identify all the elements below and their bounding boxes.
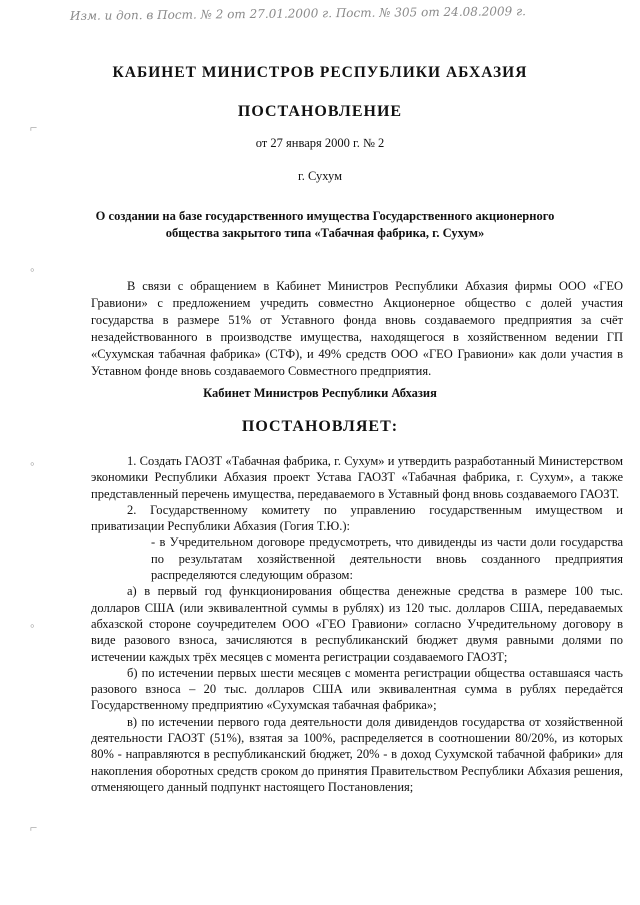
handwritten-note: Изм. и доп. в Пост. № 2 от 27.01.2000 г. Пост. № 305 от 24.08.2009 г. (69, 4, 526, 23)
binding-hole-mark: ◦ (30, 456, 35, 471)
document-type: ПОСТАНОВЛЕНИЕ (237, 103, 403, 120)
item-a: а) в первый год функционирования общества денежные средства в размере 100 тыс. долларов США (или эквивалентной суммы в рублях) из 120 тыс. долларов США, передаваемых абхазской стороне соучредителем ООО «ГЕО Гравиони» согласно Учредительному договору в виде разового взноса, зачисляются в республиканский бюджет двумя равными долями по истечении каждых трёх месяцев с момента регистрации создаваемого ГАОЗТ; (91, 584, 623, 664)
item-v: в) по истечении первого года деятельности доля дивидендов государства от хозяйственной деятельности ГАОЗТ (51%), взятая за 100%, распределяется в соотношении 80/20%, из которых 80% - направляются в республиканский бюджет, 20% - в доход Сухумской табачной фабрики» для накопления оборотных средств сроком до принятия Правительством Республики Абхазия решения, отменяющего данный подпункт настоящего Постановления; (91, 714, 623, 794)
binding-hole-mark: ◦ (30, 262, 35, 277)
document-date: от 27 января 2000 г. № 2 (255, 136, 385, 150)
item-2: 2. Государственному комитету по управлению государственным имуществом и приватизации Республики Абхазия (Гогия Т.Ю.): (91, 502, 623, 534)
document-title: КАБИНЕТ МИНИСТРОВ РЕСПУБЛИКИ АБХАЗИЯ (112, 64, 528, 81)
binding-hole-mark: ⌐ (30, 120, 38, 135)
binding-hole-mark: ◦ (30, 618, 35, 633)
decree-body (91, 453, 623, 795)
decree-heading: ПОСТАНОВЛЯЕТ: (241, 418, 399, 435)
item-1: 1. Создать ГАОЗТ «Табачная фабрика, г. Сухум» и утвердить разработанный Министерством экономики Республики Абхазия проект Устава ГАОЗТ «Табачная фабрика, г. Сухум», а также представленный перечень имущества, передаваемого в Уставный фонд вновь создаваемого ГАОЗТ. (91, 454, 623, 501)
item-2-dash: - в Учредительном договоре предусмотреть, что дивиденды из части доли государства по результатам хозяйственной деятельности вновь созданного предприятия распределяются следующим образом: (151, 535, 623, 583)
document-subject: О создании на базе государственного имущества Государственного акционерного общества закрытого типа «Табачная фабрика, г. Сухум» (95, 209, 555, 240)
binding-hole-mark: ⌐ (30, 820, 38, 835)
document-city: г. Сухум (297, 169, 342, 183)
issuer-heading: Кабинет Министров Республики Абхазия (203, 386, 437, 400)
item-b: б) по истечении первых шести месяцев с момента регистрации общества оставшаяся часть разового взноса – 20 тыс. долларов США или эквивалентная сумма в рублях передаётся Государственному предприятию «Сухумская табачная фабрика»; (91, 665, 623, 713)
intro-paragraph: В связи с обращением в Кабинет Министров Республики Абхазия фирмы ООО «ГЕО Гравиони» с предложением учредить совместно Акционерное общество с долей участия государства в размере 51% от Уставного фонда вновь создаваемого предприятия за счёт незадействованного в производстве имущества, находящегося в хозяйственном ведении ГП «Сухумская табачная фабрика» (СТФ), и 49% средств ООО «ГЕО Гравиони» как доли участия в Уставном фонде вновь создаваемого Совместного предприятия. (91, 279, 623, 378)
